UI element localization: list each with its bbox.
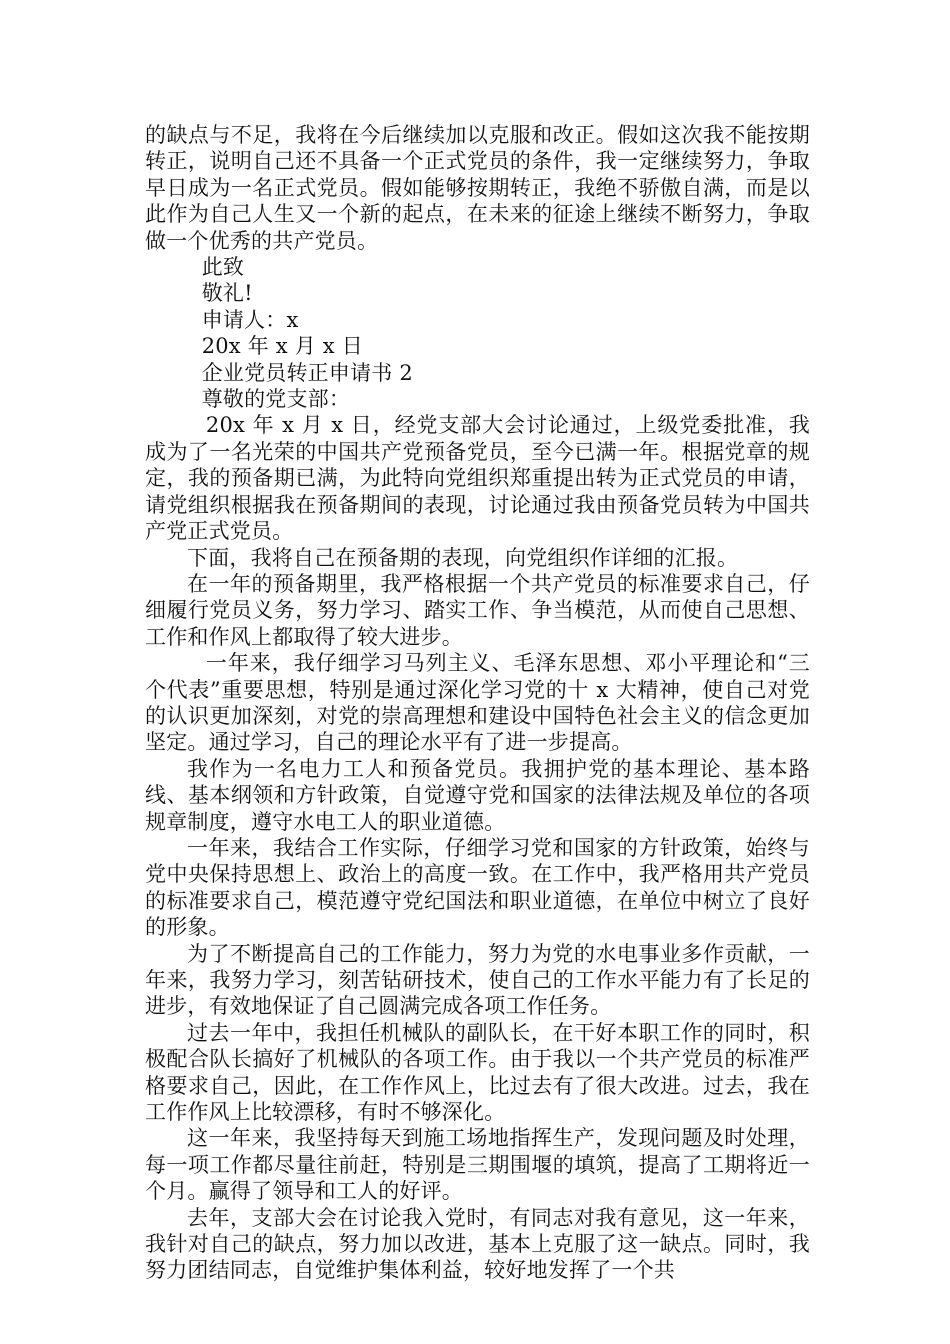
paragraph: 20x 年 x 月 x 日，经党支部大会讨论通过，上级党委批准，我成为了一名光荣的中国共产党预备党员，至今已满一年。根据党章的规定，我的预备期已满，为此特向党组织郑重提出转为正式党员的申请，请党组织根据我在预备期间的表现，讨论通过我由预备党员转为中国共产党正式党员。	[145, 413, 810, 544]
document-body	[145, 122, 810, 1284]
closing-respect: 敬礼!	[201, 281, 253, 306]
paragraph: 一年来，我结合工作实际，仔细学习党和国家的方针政策，始终与党中央保持思想上、政治上的高度一致。在工作中，我严格用共产党员的标准要求自己，模范遵守党纪国法和职业道德，在单位中树立了良好的形象。	[145, 835, 810, 940]
paragraph: 为了不断提高自己的工作能力，努力为党的水电事业多作贡献，一年来，我努力学习，刻苦钻研技术，使自己的工作水平能力有了长足的进步，有效地保证了自己圆满完成各项工作任务。	[145, 941, 810, 1019]
paragraph: 我作为一名电力工人和预备党员。我拥护党的基本理论、基本路线、基本纲领和方针政策，自觉遵守党和国家的法律法规及单位的各项规章制度，遵守水电工人的职业道德。	[145, 756, 810, 834]
paragraph-continuation: 的缺点与不足，我将在今后继续加以克服和改正。假如这次我不能按期转正，说明自己还不具备一个正式党员的条件，我一定继续努力，争取早日成为一名正式党员。假如能够按期转正，我绝不骄傲自满，而是以此作为自己人生又一个新的起点，在未来的征途上继续不断努力，争取做一个优秀的共产党员。	[145, 123, 810, 253]
paragraph: 这一年来，我坚持每天到施工场地指挥生产，发现问题及时处理，每一项工作都尽量往前赶，特别是三期围堰的填筑，提高了工期将近一个月。赢得了领导和工人的好评。	[145, 1126, 810, 1204]
paragraph: 过去一年中，我担任机械队的副队长，在干好本职工作的同时，积极配合队长搞好了机械队的各项工作。由于我以一个共产党员的标准严格要求自己，因此，在工作作风上，比过去有了很大改进。过去，我在工作作风上比较漂移，有时不够深化。	[145, 1020, 810, 1125]
paragraph: 下面，我将自己在预备期的表现，向党组织作详细的汇报。	[187, 545, 739, 570]
closing-salutation: 此致	[201, 255, 245, 280]
applicant-line: 申请人：x	[201, 307, 299, 332]
section-title: 企业党员转正申请书 2	[201, 360, 413, 385]
paragraph: 在一年的预备期里，我严格根据一个共产党员的标准要求自己，仔细履行党员义务，努力学习、踏实工作、争当模范，从而使自己思想、工作和作风上都取得了较大进步。	[145, 571, 810, 649]
greeting-line: 尊敬的党支部：	[201, 387, 351, 412]
paragraph: 一年来，我仔细学习马列主义、毛泽东思想、邓小平理论和“三个代表”重要思想，特别是通过深化学习党的十 x 大精神，使自己对党的认识更加深刻，对党的崇高理想和建设中国特色社会主义的信念更加坚定。通过学习，自己的理论水平有了进一步提高。	[145, 651, 810, 755]
date-line: 20x 年 x 月 x 日	[201, 334, 363, 359]
paragraph: 去年，支部大会在讨论我入党时，有同志对我有意见，这一年来，我针对自己的缺点，努力加以改进，基本上克服了这一缺点。同时，我努力团结同志，自觉维护集体利益，较好地发挥了一个共	[145, 1205, 810, 1283]
